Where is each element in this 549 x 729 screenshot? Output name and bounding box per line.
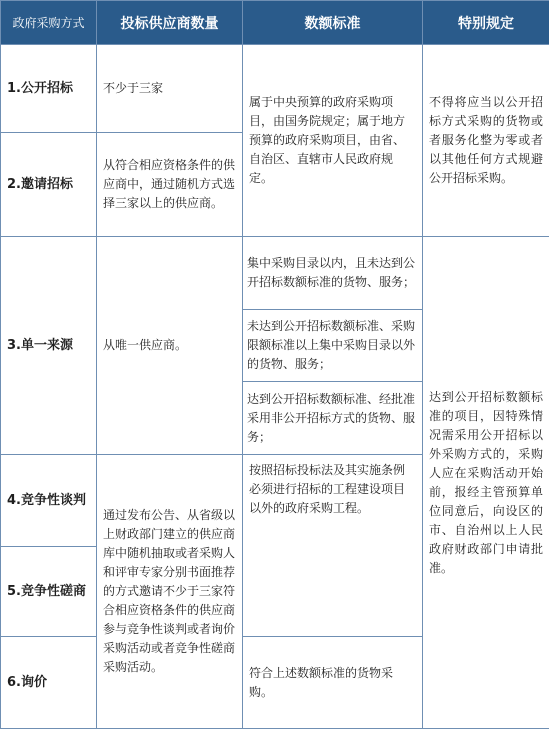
table-row-single-source bbox=[1, 237, 549, 455]
method-inquiry: 6.询价 bbox=[1, 637, 97, 729]
header-supplier-count: 投标供应商数量 bbox=[97, 1, 243, 45]
standard-single-source-b: 未达到公开招标数额标准、采购限额标准以上集中采购目录以外的货物、服务； bbox=[243, 310, 422, 383]
supplier-open-tender: 不少于三家 bbox=[97, 45, 243, 133]
supplier-invite-tender: 从符合相应资格条件的供应商中，通过随机方式选择三家以上的供应商。 bbox=[97, 133, 243, 237]
standard-single-source bbox=[243, 237, 423, 455]
header-row bbox=[1, 1, 549, 45]
method-invite-tender: 2.邀请招标 bbox=[1, 133, 97, 237]
method-competitive-consultation: 5.竞争性磋商 bbox=[1, 547, 97, 637]
method-single-source: 3.单一来源 bbox=[1, 237, 97, 455]
method-open-tender: 1.公开招标 bbox=[1, 45, 97, 133]
standard-single-source-c: 达到公开招标数额标准、经批准采用非公开招标方式的货物、服务； bbox=[247, 391, 416, 444]
header-special-rules: 特别规定 bbox=[423, 1, 549, 45]
supplier-competitive-methods: 通过发布公告、从省级以上财政部门建立的供应商库中随机抽取或者采购人和评审专家分别书面推荐的方式邀请不少于三家符合相应资格条件的供应商参与竞争性谈判或者询价采购活动或者竞争性磋商采购活动。 bbox=[97, 455, 243, 729]
table-row-open-tender bbox=[1, 45, 549, 133]
header-method-label: 政府采购方式 bbox=[12, 16, 85, 30]
header-amount-standard: 数额标准 bbox=[243, 1, 423, 45]
header-method bbox=[1, 1, 97, 45]
standard-single-source-a: 集中采购目录以内，且未达到公开招标数额标准的货物、服务； bbox=[243, 237, 422, 310]
method-competitive-negotiation: 4.竞争性谈判 bbox=[1, 455, 97, 547]
standard-negotiation-consultation: 按照招标投标法及其实施条例必须进行招标的工程建设项目以外的政府采购工程。 bbox=[243, 455, 423, 637]
standard-inquiry: 符合上述数额标准的货物采购。 bbox=[243, 637, 423, 729]
special-other-methods: 达到公开招标数额标准的项目，因特殊情况需采用公开招标以外采购方式的，采购人应在采购活动开始前，报经主管预算单位同意后，向设区的市、自治州以上人民政府财政部门申请批准。 bbox=[423, 237, 549, 729]
supplier-single-source: 从唯一供应商。 bbox=[97, 237, 243, 455]
special-open-invite: 不得将应当以公开招标方式采购的货物或者服务化整为零或者以其他任何方式规避公开招标采购。 bbox=[423, 45, 549, 237]
standard-open-invite: 属于中央预算的政府采购项目，由国务院规定；属于地方预算的政府采购项目，由省、自治区、直辖市人民政府规定。 bbox=[243, 45, 423, 237]
